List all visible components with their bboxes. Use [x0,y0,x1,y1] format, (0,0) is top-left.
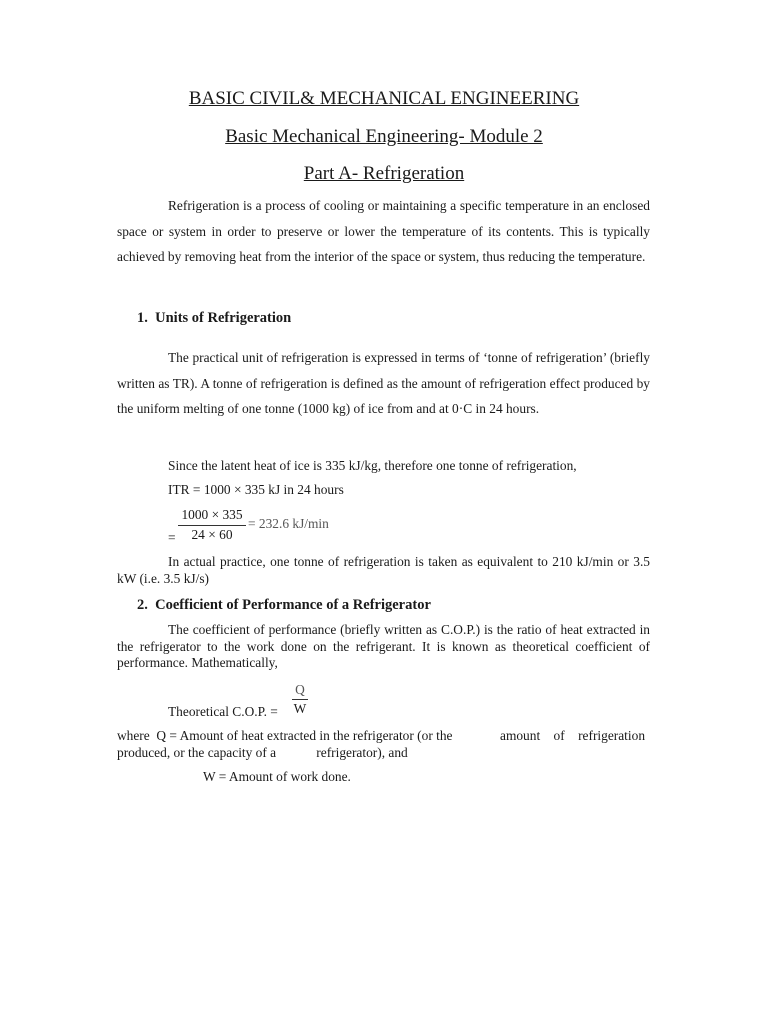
fraction-denominator: 24 × 60 [191,527,233,542]
work-definition: W = Amount of work done. [203,769,351,784]
cop-label: Theoretical C.O.P. = [168,704,278,719]
where-line-1: where Q = Amount of heat extracted in the refrigerator (or the [117,728,453,743]
fraction-bar [178,525,246,526]
cop-numerator: Q [295,682,305,697]
section-2-paragraph: The coefficient of performance (briefly written as C.O.P.) is the ratio of heat extracted in the refrigerator to the work done on the refrigerant. It is known as theoretical coefficient of performance. Mathematically, [117,622,650,670]
equals-sign: = [168,530,176,545]
itr-equation: ITR = 1000 × 335 kJ in 24 hours [168,482,344,497]
document-title: BASIC CIVIL& MECHANICAL ENGINEERING [188,88,580,109]
where-line-1-right: amount of refrigeration [500,728,646,743]
cop-denominator: W [293,701,307,716]
actual-practice-paragraph: In actual practice, one tonne of refrigeration is taken as equivalent to 210 kJ/min or 3.5 kW (i.e. 3.5 kJ/s) [117,554,650,586]
section-2-heading: 2. Coefficient of Performance of a Refrigerator [137,597,431,613]
cop-fraction-bar [292,699,308,700]
part-title: Part A- Refrigeration [303,163,465,184]
intro-paragraph: Refrigeration is a process of cooling or maintaining a specific temperature in an enclosed space or system in order to preserve or lower the temperature of its contents. This is typically achieved by removing heat from the interior of the space or system, thus reducing the temperature. [117,198,650,264]
where-line-2: produced, or the capacity of a refrigerator), and [117,745,408,760]
section-1-paragraph: The practical unit of refrigeration is expressed in terms of ‘tonne of refrigeration’ (briefly written as TR). A tonne of refrigeration is defined as the amount of refrigeration effect produced by the uniform melting of one tonne (1000 kg) of ice from and at 0·C in 24 hours. [117,350,650,416]
fraction-numerator: 1000 × 335 [181,507,243,522]
latent-heat-line: Since the latent heat of ice is 335 kJ/kg, therefore one tonne of refrigeration, [168,458,577,473]
fraction-result: = 232.6 kJ/min [248,516,329,531]
module-title: Basic Mechanical Engineering- Module 2 [225,126,543,147]
section-1-heading: 1. Units of Refrigeration [137,310,292,326]
